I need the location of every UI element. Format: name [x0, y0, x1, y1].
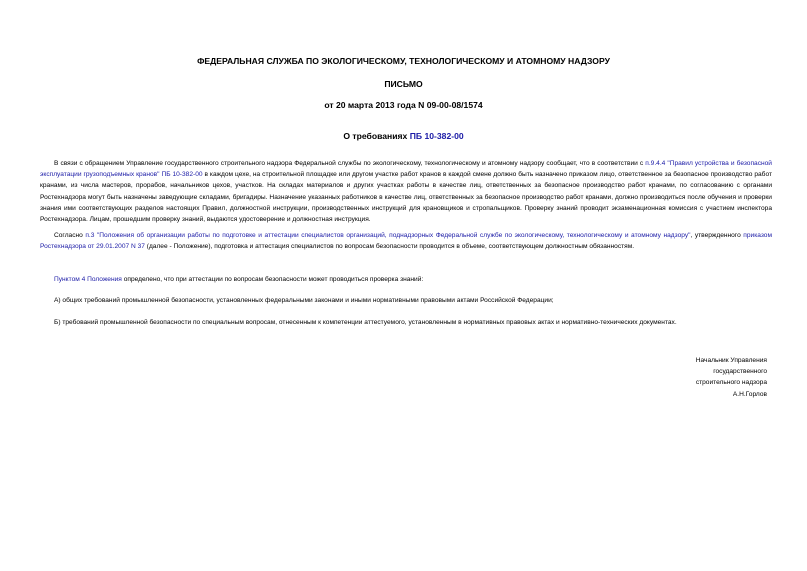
signature-department-2: строительного надзора	[695, 379, 767, 387]
document-subject	[0, 131, 807, 142]
signature-department-1: государственного	[713, 368, 767, 376]
paragraph-3-text-1: определено, что при аттестации по вопросам безопасности может проводиться проверка знаний:	[121, 276, 424, 283]
signature-position: Начальник Управления	[695, 357, 767, 364]
clause-4-link[interactable]: Пунктом 4 Положения	[54, 276, 122, 283]
paragraph-2	[40, 230, 772, 252]
paragraph-1	[40, 158, 772, 225]
paragraph-4: А) общих требований промышленной безопасности, установленных федеральными законами и иными нормативными правовыми актами Российской Федерации;	[54, 297, 554, 304]
paragraph-5: Б) требований промышленной безопасности по специальным вопросам, отнесенным к компетенции аттестуемого, установленным в нормативных правовых актах и нормативно-технических документах.	[54, 319, 677, 326]
rules-pb-link[interactable]: п.9.4.4 "Правил устройства и безопасной эксплуатации грузоподъемных кранов" ПБ 10-382-00	[40, 160, 772, 179]
paragraph-2-text-3: (далее - Положение), подготовка и аттестация специалистов по вопросам безопасности проводится в объеме, соответствующем должностным обязанностям.	[144, 243, 635, 251]
agency-title: ФЕДЕРАЛЬНАЯ СЛУЖБА ПО ЭКОЛОГИЧЕСКОМУ, ТЕХНОЛОГИЧЕСКОМУ И АТОМНОМУ НАДЗОРУ	[197, 56, 610, 66]
order-link[interactable]: приказом Ростехнадзора от 29.01.2007 N 37	[40, 232, 772, 251]
signature-block	[696, 355, 767, 400]
paragraph-3	[40, 274, 772, 285]
paragraph-2-text-2: , утвержденного	[690, 232, 744, 239]
signature-name: А.Н.Горлов	[732, 390, 767, 398]
subject-link[interactable]: ПБ 10-382-00	[409, 131, 464, 141]
paragraph-1-text-2: в каждом цехе, на строительной площадке или другом участке работ кранов в каждой смене должно быть назначено приказом лицо, ответственное за безопасное производство работ кранами, из числа мастеров, прорабов, начальников цехов, участков. На складах материалов и других участках работы в качестве лиц, ответственных за безопасное производство работ кранами, по согласованию с органами Ростехнадзора могут быть назначены заведующие складами, бригадиры. Назначение указанных работников в качестве лиц, ответственных за безопасное производство работ кранами, должно производиться после обучения и проверки знания ими соответствующих разделов настоящих Правил, должностной инструкции, производственных инструкций для крановщиков и стропальщиков. Проверку знаний проводит экзаменационная комиссия с участием инспектора Ростехнадзора. Лицам, прошедшим проверку знаний, выдаются удостоверение и должностная инструкция.	[40, 171, 772, 224]
paragraph-1-text-1: В связи с обращением Управление государственного строительного надзора Федеральной службы по экологическому, технологическому и атомному надзору сообщает, что в соответствии с	[54, 160, 646, 167]
document-date-number: от 20 марта 2013 года N 09-00-08/1574	[324, 100, 483, 110]
paragraph-2-text-1: Согласно	[54, 232, 86, 239]
document-type: ПИСЬМО	[384, 79, 423, 89]
subject-prefix: О требованиях	[343, 131, 410, 141]
regulation-link[interactable]: п.3 "Положения об организации работы по подготовке и аттестации специалистов организаций, поднадзорных Федеральной службе по экологическому, технологическому и атомному надзору"	[85, 232, 691, 239]
